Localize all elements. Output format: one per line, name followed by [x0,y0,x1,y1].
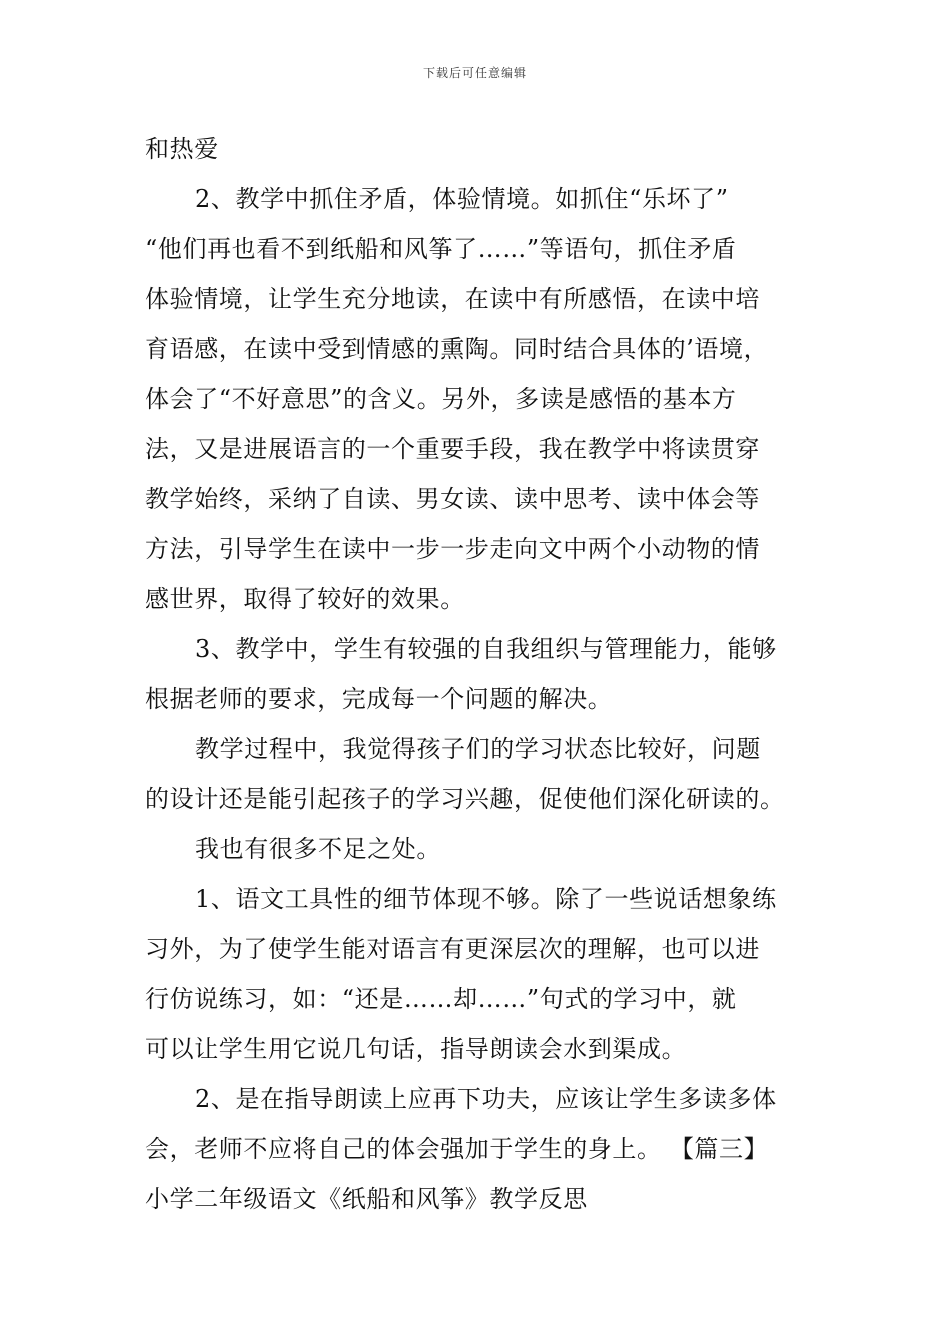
text-line: 方法，引导学生在读中一步一步走向文中两个小动物的情 [145,535,760,563]
text-line: 根据老师的要求，完成每一个问题的解决。 [145,685,613,713]
page-header: 下载后可任意编辑 [422,66,527,80]
text-line: 习外，为了使学生能对语言有更深层次的理解，也可以进 [145,935,760,963]
text-line: 体会了“不好意思”的含义。另外，多读是感悟的基本方 [145,385,737,413]
text-line: 体验情境，让学生充分地读，在读中有所感悟，在读中培 [145,285,760,313]
document-body [145,124,815,1224]
text-line: 的设计还是能引起孩子的学习兴趣，促使他们深化研读的。 [145,785,785,813]
text-line: 2、教学中抓住矛盾，体验情境。如抓住“乐坏了” [195,185,729,213]
text-line: 3、教学中，学生有较强的自我组织与管理能力，能够 [195,635,777,663]
text-line: 育语感，在读中受到情感的熏陶。同时结合具体的’语境， [145,335,769,363]
text-line: 可以让学生用它说几句话，指导朗读会水到渠成。 [145,1035,687,1063]
text-line: 我也有很多不足之处。 [195,835,441,863]
text-line: 2、是在指导朗读上应再下功夫，应该让学生多读多体 [195,1085,777,1113]
text-line: 行仿说练习，如：“还是……却……”句式的学习中，就 [145,985,737,1013]
text-line: “他们再也看不到纸船和风筝了……”等语句，抓住矛盾 [145,235,737,263]
text-line: 感世界，取得了较好的效果。 [145,585,465,613]
text-line: 会，老师不应将自己的体会强加于学生的身上。 【篇三】 [145,1135,769,1163]
text-line: 教学过程中，我觉得孩子们的学习状态比较好，问题 [195,735,761,763]
text-line: 教学始终，采纳了自读、男女读、读中思考、读中体会等 [145,485,760,513]
text-line: 和热爱 [145,135,219,163]
text-line: 1、语文工具性的细节体现不够。除了一些说话想象练 [195,885,777,913]
text-line: 法，又是进展语言的一个重要手段，我在教学中将读贯穿 [145,435,760,463]
text-line: 小学二年级语文《纸船和风筝》教学反思 [145,1185,588,1213]
